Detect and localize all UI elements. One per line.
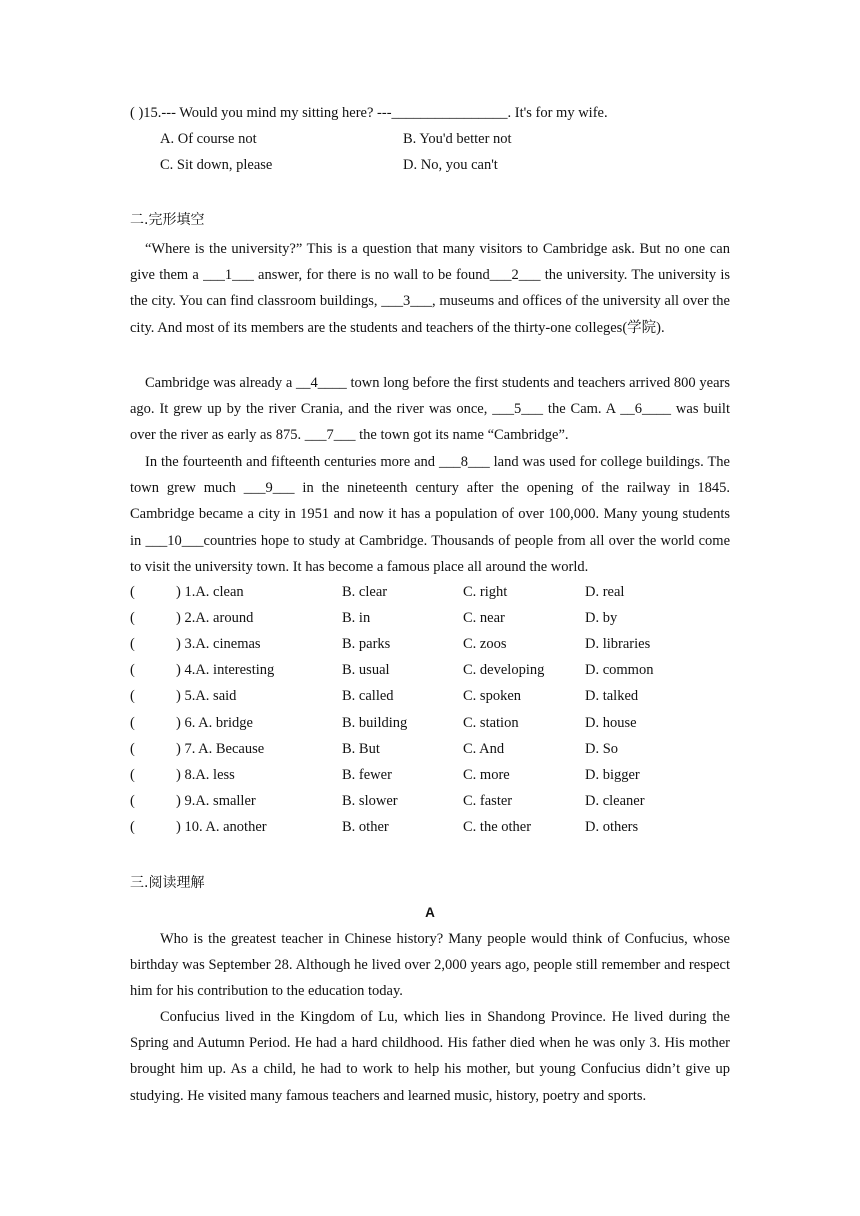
option-b: B. usual: [342, 662, 390, 679]
passage-label: A: [425, 905, 435, 920]
answer-paren: (: [130, 662, 135, 679]
option-d: D. house: [585, 714, 637, 731]
option-b: B. called: [342, 688, 394, 705]
cloze-question-row: [130, 788, 730, 814]
cloze-paragraph-3: In the fourteenth and fifteenth centuries more and ___8___ land was used for college buildings. The town grew much ___9___ in the nineteenth century after the opening of the railway in 1845. Cambridge became a city in 1951 and now it has a population of over 100,000. Many young students in ___10___countries hope to study at Cambridge. Thousands of people from all over the world come to visit the university town. It has become a famous place all around the world.: [130, 454, 730, 575]
option-b: B. building: [342, 714, 408, 731]
cloze-paragraph-2: Cambridge was already a __4____ town long before the first students and teachers arrived 800 years ago. It grew up by the river Crania, and the river was once, ___5___ the Cam. A __6____ was built over the river as early as 875. ___7___ the town got its name “Cambridge”.: [130, 375, 730, 444]
option-c: C. near: [463, 610, 505, 627]
option-a: ) 9.A. smaller: [176, 792, 256, 809]
option-d: D. common: [585, 662, 654, 679]
option-b: B. slower: [342, 792, 398, 809]
option-b: B. But: [342, 740, 380, 757]
option-c: C. faster: [463, 792, 513, 809]
answer-paren: (: [130, 688, 135, 705]
answer-paren: (: [130, 584, 135, 600]
option-a: ) 5.A. said: [176, 688, 237, 705]
option-c: C. more: [463, 766, 510, 783]
cloze-question-row: [130, 814, 730, 840]
cloze-question-row: [130, 579, 730, 605]
answer-paren: (: [130, 818, 135, 835]
option-b: B. other: [342, 818, 389, 835]
option-b: B. fewer: [342, 766, 392, 783]
cloze-question-row: [130, 657, 730, 683]
option-b: B. clear: [342, 584, 388, 600]
cloze-question-row: [130, 683, 730, 709]
answer-paren: (: [130, 636, 135, 653]
cloze-question-row: [130, 762, 730, 788]
option-c: C. the other: [463, 818, 532, 835]
option-d: D. bigger: [585, 766, 640, 783]
option-c: C. station: [463, 714, 519, 731]
option-a: ) 4.A. interesting: [176, 662, 275, 679]
option-d: D. others: [585, 818, 639, 835]
option-a: ) 2.A. around: [176, 610, 254, 627]
section3-heading: 三.阅读理解: [130, 875, 205, 891]
option-a: ) 6. A. bridge: [176, 714, 253, 731]
answer-paren: (: [130, 766, 135, 783]
option-a: ) 1.A. clean: [176, 584, 244, 600]
reading-paragraph-1: Who is the greatest teacher in Chinese history? Many people would think of Confucius, whose birthday was September 28. Although he lived over 2,000 years ago, people still remember and respect him for his contribution to the education today.: [130, 931, 730, 1000]
option-a: ) 3.A. cinemas: [176, 636, 261, 653]
option-b: B. parks: [342, 636, 391, 653]
answer-paren: (: [130, 714, 135, 731]
option-c: C. zoos: [463, 636, 507, 653]
q15-option-d: D. No, you can't: [403, 157, 498, 173]
cloze-question-row: [130, 736, 730, 762]
reading-paragraph-2: Confucius lived in the Kingdom of Lu, which lies in Shandong Province. He lived during the Spring and Autumn Period. He had a hard childhood. His father died when he was only 3. His mother brought him up. As a child, he had to work to help his mother, but young Confucius didn’t give up studying. He visited many famous teachers and learned music, history, poetry and sports.: [130, 1009, 730, 1104]
option-c: C. right: [463, 584, 508, 600]
cloze-question-row: [130, 710, 730, 736]
option-b: B. in: [342, 610, 371, 627]
answer-paren: (: [130, 610, 135, 627]
q15-option-b: B. You'd better not: [403, 131, 512, 147]
option-a: ) 10. A. another: [176, 818, 267, 835]
answer-paren: (: [130, 740, 135, 757]
q15-option-c: C. Sit down, please: [160, 157, 273, 173]
answer-paren: (: [130, 792, 135, 809]
section2-heading: 二.完形填空: [130, 212, 205, 228]
option-d: D. talked: [585, 688, 639, 705]
option-c: C. developing: [463, 662, 545, 679]
option-c: C. And: [463, 740, 505, 757]
option-d: D. by: [585, 610, 618, 627]
cloze-paragraph-1: “Where is the university?” This is a question that many visitors to Cambridge ask. But no one can give them a ___1___ answer, for there is no wall to be found___2___ the university. The university is the city. You can find classroom buildings, ___3___, museums and offices of the university all over the city. And most of its members are the students and teachers of the thirty-one colleges(学院).: [130, 241, 730, 336]
q15-stem: ( )15.--- Would you mind my sitting here? ---________________. It's for my wife.: [130, 105, 608, 121]
option-c: C. spoken: [463, 688, 521, 705]
option-a: ) 8.A. less: [176, 766, 235, 783]
cloze-question-row: [130, 605, 730, 631]
option-d: D. libraries: [585, 636, 651, 653]
option-d: D. So: [585, 740, 619, 757]
q15-option-a: A. Of course not: [160, 131, 257, 147]
option-d: D. cleaner: [585, 792, 645, 809]
option-d: D. real: [585, 584, 625, 600]
option-a: ) 7. A. Because: [176, 740, 265, 757]
cloze-question-row: [130, 631, 730, 657]
